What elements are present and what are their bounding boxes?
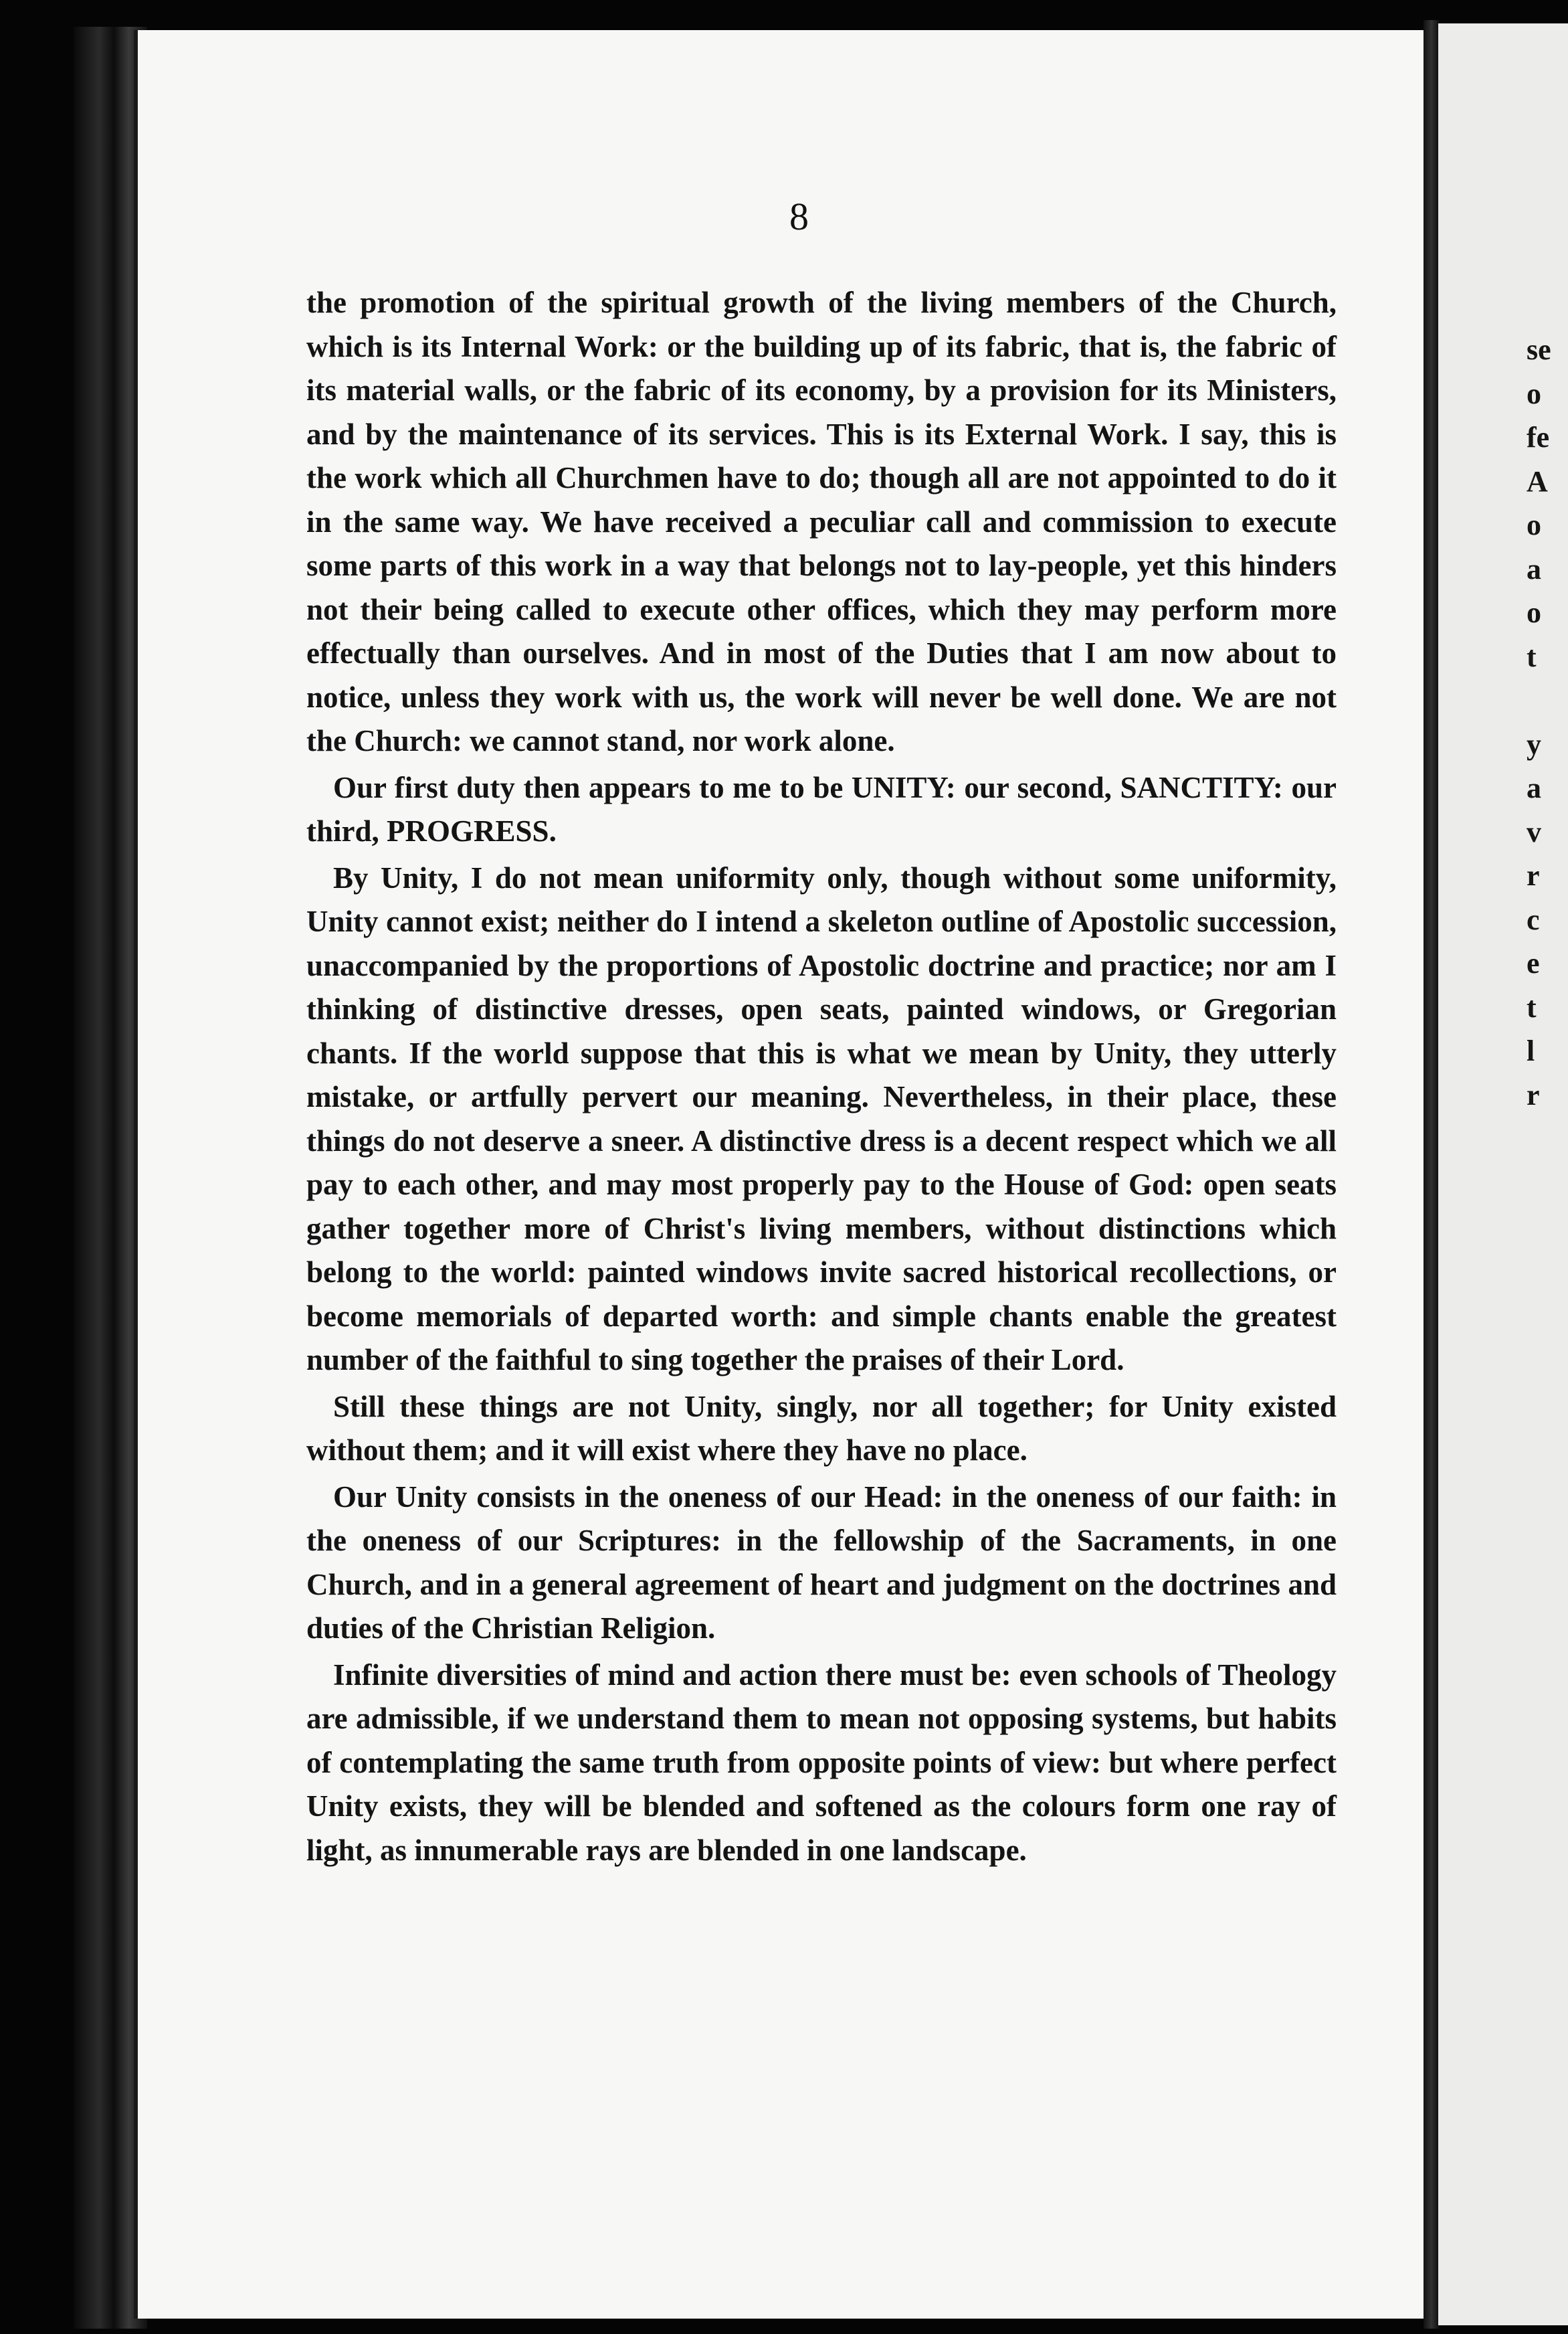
fragment: l [1527,1035,1535,1067]
body-text [306,281,1337,1875]
fragment: se [1527,333,1551,366]
paragraph-6: Infinite diversities of mind and action there must be: even schools of Theology are admissible, if we understand them to mean not opposing systems, but habits of contemplating the same truth from opposite points of view: but where perfect Unity exists, they will be blended and softened as the colours form one ray of light, as innumerable rays are blended in one landscape. [306,1657,1337,1867]
fragment: t [1527,640,1537,673]
paragraph-3: By Unity, I do not mean uniformity only, though without some uniformity, Unity cannot exist; neither do I intend a skeleton outline of Apostolic succession, unaccompanied by the proportions of Apostolic doctrine and practice; nor am I thinking of distinctive dresses, open seats, painted windows, or Gregorian chants. If the world suppose that this is what we mean by Unity, they utterly mistake, or artfully pervert our meaning. Nevertheless, in their place, these things do not deserve a sneer. A distinctive dress is a decent respect which we all pay to each other, and may most properly pay to the House of God: open seats gather together more of Christ's living members, without distinctions which belong to the world: painted windows invite sacred historical recollections, or become memorials of departed worth: and simple chants enable the greatest number of the faithful to sing together the praises of their Lord. [306,861,1337,1376]
paragraph-2: Our first duty then appears to me to be UNITY: our second, SANCTITY: our third, PROGRESS. [306,770,1337,848]
fragment: y [1527,727,1541,761]
fragment: fe [1527,421,1550,454]
fragment: a [1527,772,1541,804]
paragraph-5: Our Unity consists in the oneness of our Head: in the oneness of our faith: in the oneness of our Scriptures: in the fellowship of the Sacraments, in one Church, and in a general agreement of heart and judgment on the doctrines and duties of the Christian Religion. [306,1479,1337,1645]
page-gutter [1424,20,1440,2329]
fragment: o [1527,596,1541,629]
fragment: a [1527,552,1541,586]
page-number: 8 [789,195,809,238]
paragraph-4: Still these things are not Unity, singly, nor all together; for Unity existed without them; and it will exist where they have no place. [306,1389,1337,1467]
fragment: A [1527,464,1548,498]
fragment: r [1527,859,1540,892]
fragment [1527,679,1567,723]
fragment: r [1527,1078,1540,1111]
fragment: c [1527,903,1540,936]
adjacent-page-text [1527,328,1567,1117]
fragment: o [1527,509,1541,541]
paragraph-1: the promotion of the spiritual growth of the living members of the Church, which is its Internal Work: or the building up of its fabric, that is, the fabric of its material walls, or the fabric of its economy, by a provision for its Ministers, and by the maintenance of its services. This is its External Work. I say, this is the work which all Churchmen have to do; though all are not appointed to do it in the same way. We have received a peculiar call and commission to execute some parts of this work in a way that belongs not to lay-people, yet this hinders not their being called to execute other offices, which they may perform more effectually than ourselves. And in most of the Duties that I am now about to notice, unless they work with us, the work will never be well done. We are not the Church: we cannot stand, nor work alone. [306,286,1337,757]
fragment: t [1527,990,1537,1024]
fragment: o [1527,377,1541,410]
fragment: e [1527,947,1540,980]
fragment: v [1527,815,1541,848]
